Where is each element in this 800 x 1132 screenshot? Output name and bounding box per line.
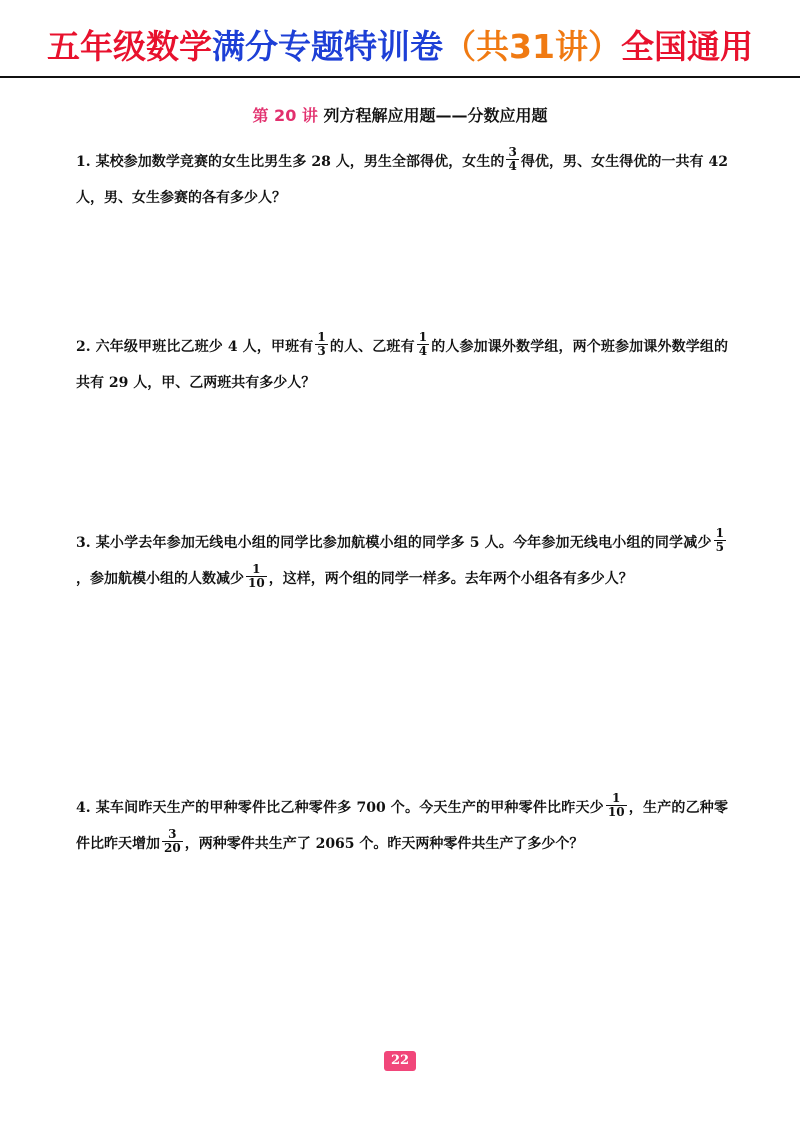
- problem-text: 某小学去年参加无线电小组的同学比参加航模小组的同学多 5 人。今年参加无线电小组的同学减少: [95, 535, 712, 551]
- problem-text: ，生产的乙种零件比昨天增加: [76, 800, 729, 852]
- lesson-number: 第 20 讲: [252, 106, 318, 125]
- fraction: [506, 146, 518, 173]
- fraction-denominator: 4: [418, 343, 428, 358]
- fraction-denominator: 10: [607, 804, 625, 819]
- page-number-badge: 22: [384, 1051, 416, 1071]
- fraction-numerator: 1: [317, 329, 326, 344]
- header-series-name: 满分专题特训卷: [212, 27, 444, 66]
- lesson-heading: [0, 104, 800, 128]
- fraction: [417, 331, 429, 358]
- problem-text: 得优，男、女生得优的一共有 42 人，男、女生参赛的各有多少人？: [76, 154, 729, 206]
- fraction-numerator: 3: [162, 828, 183, 842]
- problem-2: [76, 329, 728, 401]
- fraction: [606, 792, 627, 819]
- fraction-numerator: 3: [508, 144, 517, 159]
- fraction-numerator: 1: [606, 792, 627, 806]
- fraction: [714, 527, 726, 554]
- header-scope: 全国通用: [620, 27, 753, 66]
- fraction-denominator: 20: [164, 840, 181, 855]
- problem-text: 某校参加数学竞赛的女生比男生多 28 人，男生全部得优，女生的: [95, 154, 505, 170]
- problem-text: ，这样，两个组的同学一样多。去年两个小组各有多少人？: [268, 571, 633, 587]
- header-lesson-count: （共31讲）: [443, 27, 621, 66]
- problem-text: ，两种零件共生产了 2065 个。昨天两种零件共生产了多少个？: [184, 836, 584, 852]
- fraction: [162, 828, 183, 855]
- fraction: [246, 563, 267, 590]
- problem-number: 2.: [76, 339, 91, 355]
- problem-3: [76, 525, 728, 597]
- problem-text: ，参加航模小组的人数减少: [76, 571, 244, 587]
- fraction-denominator: 5: [715, 539, 724, 554]
- problem-text: 六年级甲班比乙班少 4 人，甲班有: [95, 339, 314, 355]
- fraction-numerator: 1: [246, 563, 267, 577]
- problem-text: 的人、乙班有: [329, 339, 415, 355]
- fraction-denominator: 4: [508, 158, 517, 173]
- header-grade-subject: 五年级数学: [47, 27, 213, 66]
- lesson-title: 列方程解应用题——分数应用题: [323, 106, 548, 125]
- problem-4: [76, 790, 728, 862]
- problem-1: [76, 144, 728, 216]
- problem-number: 4.: [76, 800, 91, 816]
- fraction-numerator: 1: [418, 329, 428, 344]
- problem-text: 的人参加课外数学组，两个班参加课外数学组的共有 29 人，甲、乙两班共有多少人？: [76, 339, 729, 391]
- fraction: [315, 331, 327, 358]
- problem-number: 1.: [76, 154, 91, 170]
- fraction-numerator: 1: [715, 525, 724, 540]
- fraction-denominator: 10: [248, 575, 265, 590]
- problem-text: 某车间昨天生产的甲种零件比乙种零件多 700 个。今天生产的甲种零件比昨天少: [95, 800, 604, 816]
- header-banner: [0, 22, 800, 72]
- problem-number: 3.: [76, 535, 91, 551]
- header-divider: [0, 76, 800, 78]
- fraction-denominator: 3: [317, 343, 326, 358]
